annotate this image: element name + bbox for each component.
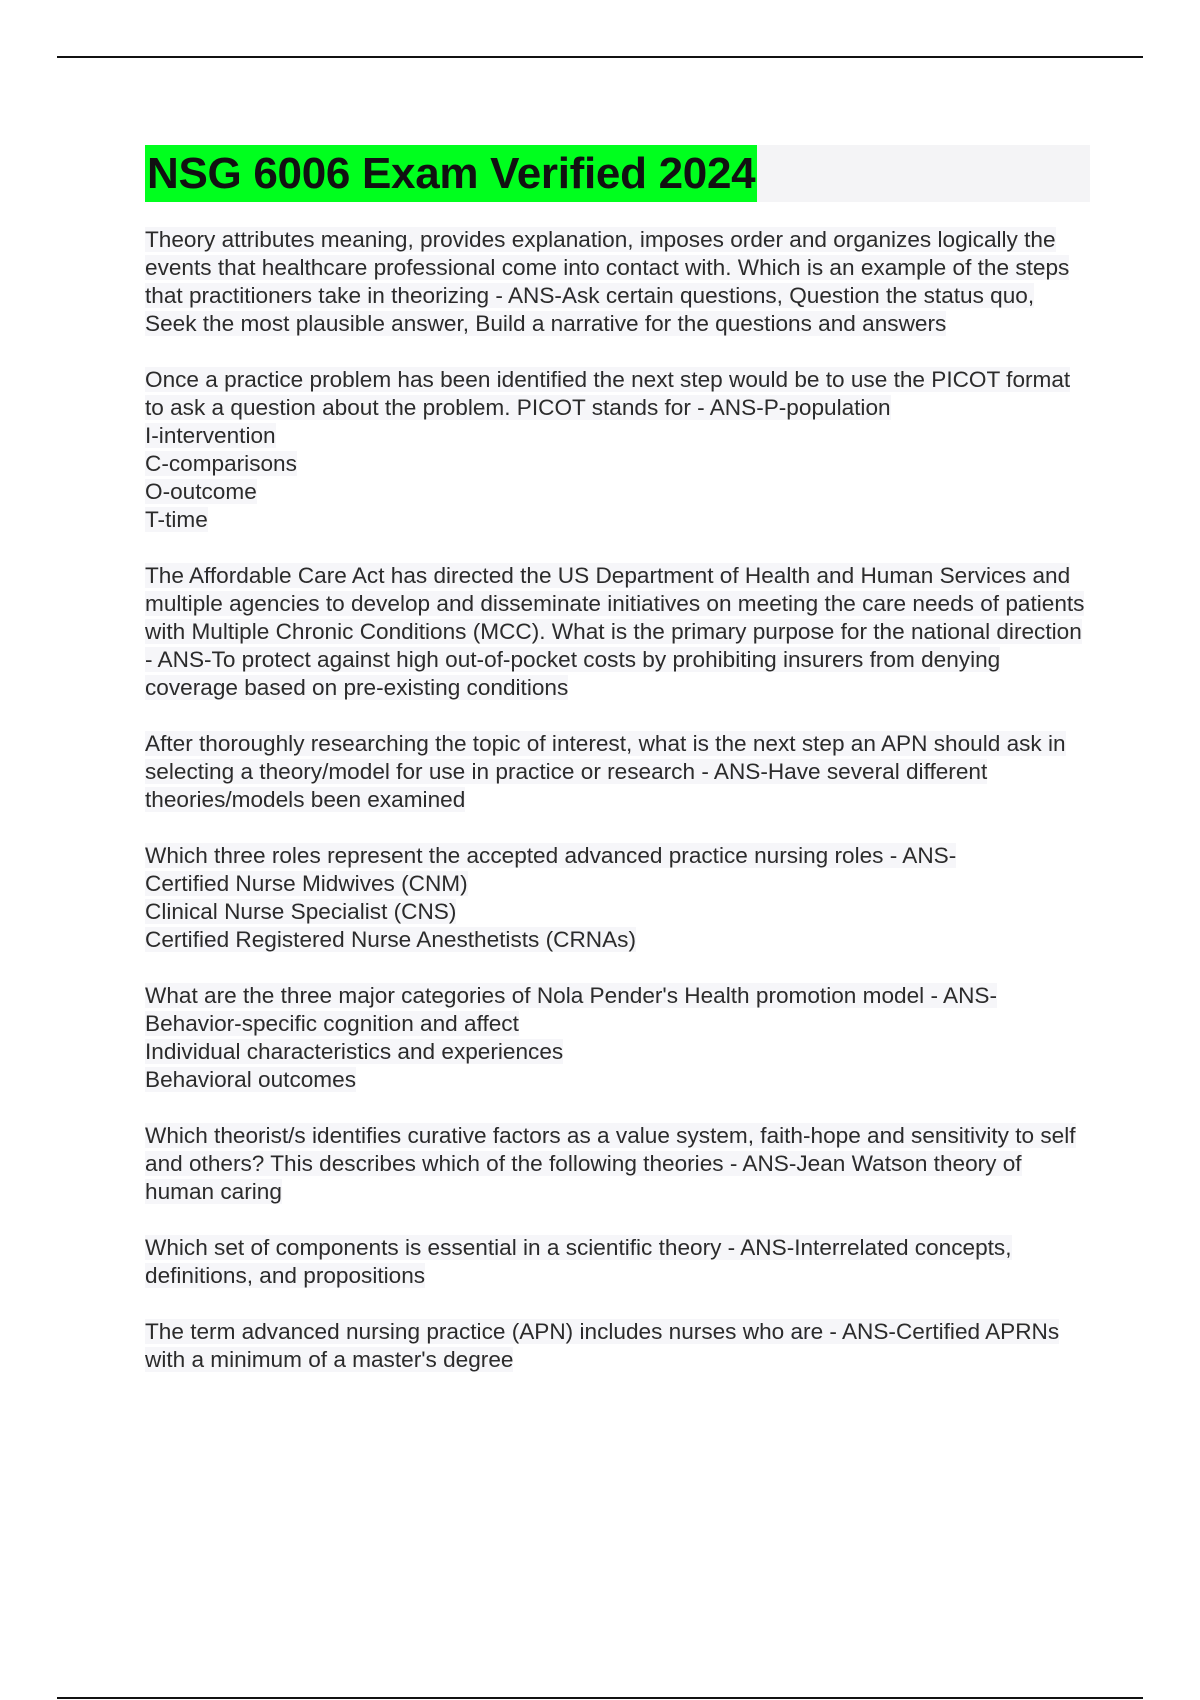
page-title: NSG 6006 Exam Verified 2024 [145, 145, 757, 202]
qa-text-content: Which set of components is essential in a scientific theory - ANS-Interrelated concepts, definitions, and propositions [145, 1235, 1012, 1288]
qa-text-content: Once a practice problem has been identified the next step would be to use the PICOT format to ask a question about the problem. PICOT stands for - ANS-P-population I-intervention C-comparisons O-outcome T-time [145, 367, 1071, 532]
qa-item [145, 562, 1090, 702]
qa-text [145, 562, 1090, 702]
qa-text [145, 1234, 1090, 1290]
qa-item [145, 1234, 1090, 1290]
qa-text-content: The term advanced nursing practice (APN) includes nurses who are - ANS-Certified APRNs with a minimum of a master's degree [145, 1319, 1060, 1372]
title-bar [145, 145, 1090, 202]
qa-text-content: Which theorist/s identifies curative factors as a value system, faith-hope and sensitivity to self and others? This describes which of the following theories - ANS-Jean Watson theory of human caring [145, 1123, 1076, 1204]
qa-text-content: Theory attributes meaning, provides explanation, imposes order and organizes logically the events that healthcare professional come into contact with. Which is an example of the steps that practitioners take in theorizing - ANS-Ask certain questions, Question the status quo, Seek the most plausible answer, Build a narrative for the questions and answers [145, 227, 1070, 336]
qa-item [145, 226, 1090, 338]
qa-text [145, 842, 1090, 954]
qa-item [145, 1318, 1090, 1374]
document-body [145, 145, 1090, 1402]
qa-item [145, 366, 1090, 534]
qa-text [145, 226, 1090, 338]
qa-item [145, 1122, 1090, 1206]
qa-item [145, 842, 1090, 954]
qa-text [145, 1318, 1090, 1374]
qa-text-content: Which three roles represent the accepted advanced practice nursing roles - ANS- Certified Nurse Midwives (CNM) Clinical Nurse Specialist (CNS) Certified Registered Nurse Anesthetists (CRNAs) [145, 843, 957, 952]
qa-text-content: What are the three major categories of Nola Pender's Health promotion model - ANS- Behavior-specific cognition and affect Individual characteristics and experiences Behavioral outcomes [145, 983, 997, 1092]
qa-text-content: After thoroughly researching the topic of interest, what is the next step an APN should ask in selecting a theory/model for use in practice or research - ANS-Have several different theories/models been examined [145, 731, 1066, 812]
qa-text [145, 1122, 1090, 1206]
qa-text [145, 366, 1090, 534]
qa-text [145, 982, 1090, 1094]
qa-text [145, 730, 1090, 814]
header-rule [57, 56, 1143, 58]
qa-text-content: The Affordable Care Act has directed the US Department of Health and Human Services and multiple agencies to develop and disseminate initiatives on meeting the care needs of patients with Multiple Chronic Conditions (MCC). What is the primary purpose for the national direction - ANS-To protect against high out-of-pocket costs by prohibiting insurers from denying coverage based on pre-existing conditions [145, 563, 1085, 700]
qa-item [145, 730, 1090, 814]
footer-rule [57, 1697, 1143, 1699]
qa-item [145, 982, 1090, 1094]
